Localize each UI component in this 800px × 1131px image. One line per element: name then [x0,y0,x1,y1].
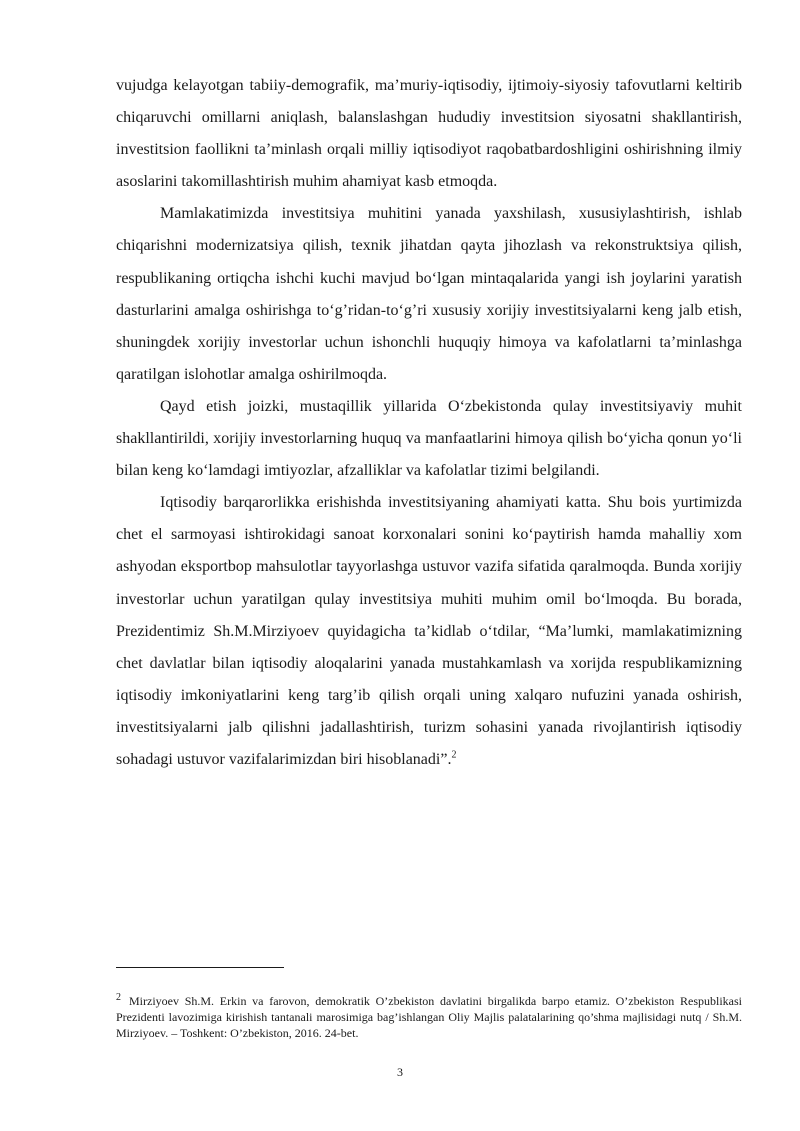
paragraph-continuation: vujudga kelayotgan tabiiy-demografik, ma’muriy-iqtisodiy, ijtimoiy-siyosiy tafovutlarni keltirib chiqaruvchi omillarni aniqlash, balanslashgan hududiy investitsion siyosatni shakllantirish, investitsion faollikni ta’minlash orqali milliy iqtisodiyot raqobatbardoshligini oshirishning ilmiy asoslarini takomillashtirish muhim ahamiyat kasb etmoqda. [116,77,742,191]
paragraph-economic-stability-text: Iqtisodiy barqarorlikka erishishda investitsiyaning ahamiyati katta. Shu bois yurtimizda chet el sarmoyasi ishtirokidagi sanoat korxonalari sonini ko‘paytirish hamda mahalliy xom ashyodan eksportbop mahsulotlar tayyorlashga ustuvor vazifa sifatida qaralmoqda. Bunda xorijiy investorlar uchun yaratilgan qulay investitsiya muhiti muhim omil bo‘lmoqda. Bu borada, Prezidentimiz Sh.M.Mirziyoev quyidagicha ta’kidlab o‘tdilar, “Ma’lumki, mamlakatimizning chet davlatlar bilan iqtisodiy aloqalarini yanada mustahkamlash va xorijda respublikamizning iqtisodiy imkoniyatlarini keng targ’ib qilish orqali uning xalqaro nufuzini yanada oshirish, investitsiyalarni jalb qilishni jadallashtirish, turizm sohasini yanada rivojlantirish iqtisodiy sohadagi ustuvor vazifalarimizdan biri hisoblanadi”. [116,494,742,768]
page-number: 3 [397,1065,403,1079]
paragraph-independence-years: Qayd etish joizki, mustaqillik yillarida O‘zbekistonda qulay investitsiyaviy muhit shakllantirildi, xorijiy investorlarning huquq va manfaatlarini himoya qilish bo‘yicha qonun yo‘li bilan keng ko‘lamdagi imtiyozlar, afzalliklar va kafolatlar tizimi belgilandi. [116,397,742,480]
paragraph-investment-climate: Mamlakatimizda investitsiya muhitini yanada yaxshilash, xususiylashtirish, ishlab chiqarishni modernizatsiya qilish, texnik jihatdan qayta jihozlash va rekonstruktsiya qilish, respublikaning ortiqcha ishchi kuchi mavjud bo‘lgan mintaqalarida yangi ish joylarini yaratish dasturlarini amalga oshirishga to‘g’ridan-to‘g’ri xususiy xorijiy investitsiyalarni keng jalb etish, shuningdek xorijiy investorlar uchun ishonchli huquqiy himoya va kafolatlarni ta’minlashga qaratilgan islohotlar amalga oshirilmoqda. [116,205,742,383]
document-body [116,70,742,776]
footnote [116,993,742,1042]
footnote-reference: 2 [451,749,457,761]
footnote-divider [116,967,284,968]
paragraph-economic-stability [116,487,742,776]
footnote-text: Mirziyoev Sh.M. Erkin va farovon, demokratik O’zbekiston davlatini birgalikda barpo etamiz. O’zbekiston Respublikasi Prezidenti lavozimiga kirishish tantanali marosimiga bag’ishlangan Oliy Majlis palatalarining qo’shma majlisidagi nutq / Sh.M. Mirziyoev. – Toshkent: O’zbekiston, 2016. 24-bet. [116,994,742,1041]
footnote-mark: 2 [116,992,121,1003]
